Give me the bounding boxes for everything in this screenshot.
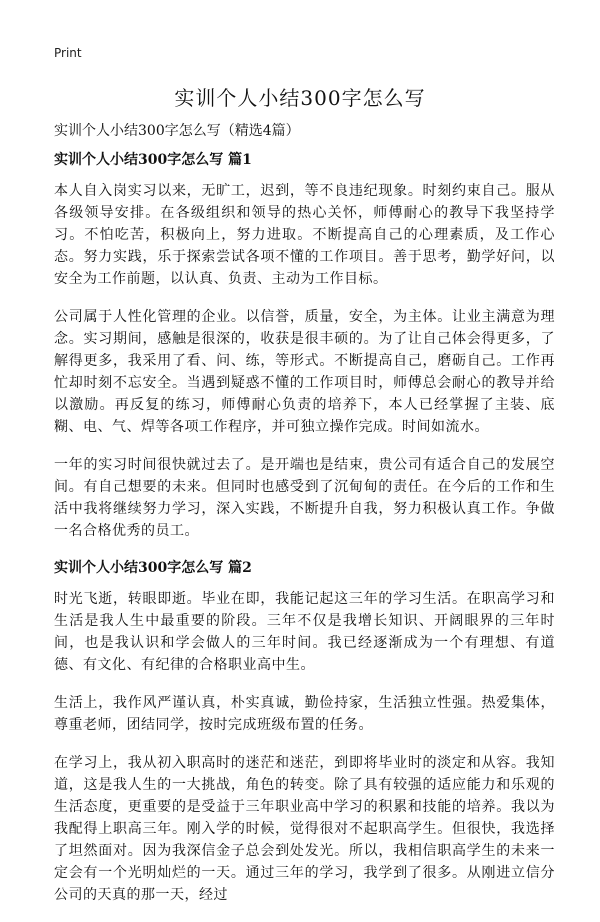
- document-body: [54, 150, 555, 922]
- document-subtitle: 实训个人小结300字怎么写（精选4篇）: [54, 123, 300, 139]
- paragraph: 公司属于人性化管理的企业。以信誉，质量，安全，为主体。让业主满意为理念。实习期间，感触是很深的，收获是很丰硕的。为了让自己体会得更多，了解得更多，我采用了看、问、练，等形式。不断提高自己，磨砺自己。工作再忙却时刻不忘安全。当遇到疑惑不懂的工作项目时，师傅总会耐心的教导并给以激励。再反复的练习，师傅耐心负责的培养下，本人已经掌握了主装、底糊、电、气、焊等各项工作程序，并可独立操作完成。时间如流水。: [54, 309, 555, 435]
- print-link[interactable]: Print: [54, 46, 82, 60]
- paragraph: 一年的实习时间很快就过去了。是开端也是结束，贵公司有适合自己的发展空间。有自己想要的未来。但同时也感受到了沉甸甸的责任。在今后的工作和生活中我将继续努力学习，深入实践，不断提升自我，努力积极认真工作。争做一名合格优秀的员工。: [54, 457, 555, 539]
- paragraph: 时光飞逝，转眼即逝。毕业在即，我能记起这三年的学习生活。在职高学习和生活是我人生中最重要的阶段。三年不仅是我增长知识、开阔眼界的三年时间，也是我认识和学会做人的三年时间。我已经逐渐成为一个有理想、有道德、有文化、有纪律的合格职业高中生。: [54, 591, 555, 673]
- paragraph: 本人自入岗实习以来，无旷工，迟到，等不良违纪现象。时刻约束自己。服从各级领导安排。在各级组织和领导的热心关怀，师傅耐心的教导下我坚持学习。不怕吃苦，积极向上，努力进取。不断提高自己的心理素质，及工作心态。努力实践，乐于探索尝试各项不懂的工作项目。善于思考，勤学好问，以安全为工作前题，以认真、负责、主动为工作目标。: [54, 183, 555, 287]
- section-heading-1: 实训个人小结300字怎么写 篇1: [54, 152, 252, 168]
- paragraph: 生活上，我作风严谨认真，朴实真诚，勤俭持家，生活独立性强。热爱集体，尊重老师，团结同学，按时完成班级布置的任务。: [54, 695, 555, 733]
- section-heading-2: 实训个人小结300字怎么写 篇2: [54, 560, 252, 576]
- document-title: 实训个人小结300字怎么写: [174, 86, 426, 110]
- paragraph: 在学习上，我从初入职高时的迷茫和迷茫，到即将毕业时的淡定和从容。我知道，这是我人生的一大挑战，角色的转变。除了具有较强的适应能力和乐观的生活态度，更重要的是受益于三年职业高中学习的积累和技能的培养。我以为我配得上职高三年。刚入学的时候，觉得很对不起职高学生。但很快，我选择了坦然面对。因为我深信金子总会到处发光。所以，我相信职高学生的未来一定会有一个光明灿烂的一天。通过三年的学习，我学到了很多。从刚进立信分公司的天真的那一天，经过: [54, 755, 555, 903]
